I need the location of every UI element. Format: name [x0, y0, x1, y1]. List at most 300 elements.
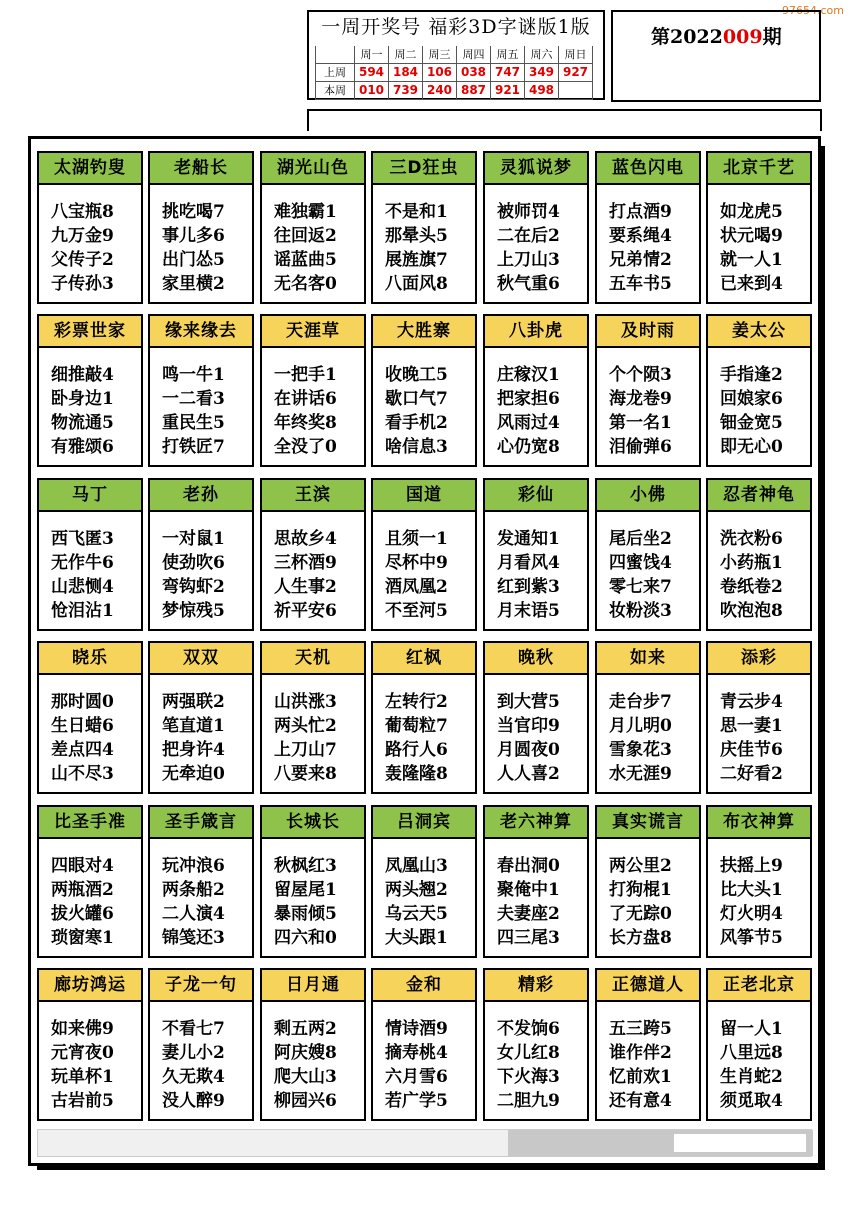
card-line: 个个陨3 — [609, 365, 672, 385]
header-divider — [307, 109, 822, 131]
card-title: 国道 — [373, 480, 475, 512]
card-line: 山悲恻4 — [51, 577, 114, 597]
card-title: 真实谎言 — [597, 807, 699, 839]
card-line: 怆泪沾1 — [51, 601, 114, 621]
card-line: 摘寿桃4 — [385, 1043, 448, 1063]
card-lines — [708, 839, 810, 947]
card-line: 被师罚4 — [497, 202, 560, 222]
card-line: 还有意4 — [609, 1091, 672, 1111]
card-lines — [39, 512, 141, 620]
card-lines — [708, 1002, 810, 1110]
card-lines — [597, 512, 699, 620]
card-line: 秋枫红3 — [274, 856, 337, 876]
card-line: 酒凤凰2 — [385, 577, 448, 597]
card-title: 蓝色闪电 — [597, 153, 699, 185]
puzzle-card — [706, 805, 812, 958]
card-line: 细推敲4 — [51, 365, 114, 385]
result-value: 349 — [525, 64, 559, 82]
puzzle-card — [483, 478, 589, 631]
card-line: 轰隆隆8 — [385, 764, 448, 784]
card-lines — [373, 185, 475, 293]
card-line: 不发饷6 — [497, 1019, 560, 1039]
card-line: 四六和0 — [274, 928, 337, 948]
card-line: 鸣一牛1 — [162, 365, 225, 385]
result-value: 240 — [423, 82, 457, 100]
card-line: 钿金宽5 — [720, 413, 783, 433]
card-line: 海龙卷9 — [609, 389, 672, 409]
puzzle-card — [595, 805, 701, 958]
card-title: 日月通 — [262, 970, 364, 1002]
card-lines — [597, 675, 699, 783]
card-line: 八面风8 — [385, 274, 448, 294]
card-line: 比大头1 — [720, 880, 783, 900]
card-line: 玩冲浪6 — [162, 856, 225, 876]
card-line: 不看七7 — [162, 1019, 225, 1039]
result-value: 921 — [491, 82, 525, 100]
card-line: 梦惊残5 — [162, 601, 225, 621]
card-line: 挑吃喝7 — [162, 202, 225, 222]
card-lines — [150, 1002, 252, 1110]
card-line: 大头跟1 — [385, 928, 448, 948]
card-line: 两强联2 — [162, 692, 225, 712]
footer-white-block — [674, 1134, 806, 1152]
puzzle-card — [371, 151, 477, 304]
puzzle-card — [37, 641, 143, 794]
card-title: 天涯草 — [262, 316, 364, 348]
card-title: 彩票世家 — [39, 316, 141, 348]
card-line: 弯钩虾2 — [162, 577, 225, 597]
card-line: 无牵迫0 — [162, 764, 225, 784]
card-line: 两头忙2 — [274, 716, 337, 736]
card-lines — [373, 348, 475, 456]
card-line: 五三跨5 — [609, 1019, 672, 1039]
card-line: 阿庆嫂8 — [274, 1043, 337, 1063]
last-week-label: 上周 — [316, 64, 355, 82]
card-title: 小佛 — [597, 480, 699, 512]
this-week-row — [316, 82, 593, 100]
card-title: 圣手箴言 — [150, 807, 252, 839]
card-line: 九万金9 — [51, 226, 114, 246]
card-line: 洗衣粉6 — [720, 529, 783, 549]
card-lines — [597, 185, 699, 293]
card-lines — [485, 675, 587, 783]
card-lines — [597, 1002, 699, 1110]
result-value: 887 — [457, 82, 491, 100]
card-line: 要系绳4 — [609, 226, 672, 246]
card-line: 青云步4 — [720, 692, 783, 712]
card-title: 双双 — [150, 643, 252, 675]
card-line: 下火海3 — [497, 1067, 560, 1087]
card-line: 乌云天5 — [385, 904, 448, 924]
card-line: 左转行2 — [385, 692, 448, 712]
card-line: 家里横2 — [162, 274, 225, 294]
card-line: 没人醉9 — [162, 1091, 225, 1111]
card-line: 妻儿小2 — [162, 1043, 225, 1063]
card-line: 收晚工5 — [385, 365, 448, 385]
card-title: 缘来缘去 — [150, 316, 252, 348]
card-lines — [485, 839, 587, 947]
card-line: 人人喜2 — [497, 764, 560, 784]
card-line: 月圆夜0 — [497, 740, 560, 760]
card-title: 灵狐说梦 — [485, 153, 587, 185]
weekly-results-table — [315, 46, 593, 100]
card-line: 红到紫3 — [497, 577, 560, 597]
card-lines — [262, 512, 364, 620]
card-title: 王滨 — [262, 480, 364, 512]
card-line: 庆佳节6 — [720, 740, 783, 760]
puzzle-card — [706, 314, 812, 467]
card-title: 廊坊鸿运 — [39, 970, 141, 1002]
puzzle-card — [37, 478, 143, 631]
card-line: 柳园兴6 — [274, 1091, 337, 1111]
card-line: 路行人6 — [385, 740, 448, 760]
this-week-label: 本周 — [316, 82, 355, 100]
card-title: 八卦虎 — [485, 316, 587, 348]
card-line: 一把手1 — [274, 365, 337, 385]
card-line: 差点四4 — [51, 740, 114, 760]
card-line: 暴雨倾5 — [274, 904, 337, 924]
card-line: 风筝节5 — [720, 928, 783, 948]
card-line: 状元喝9 — [720, 226, 783, 246]
card-line: 留屋尾1 — [274, 880, 337, 900]
card-line: 到大营5 — [497, 692, 560, 712]
puzzle-card — [483, 314, 589, 467]
card-lines — [708, 348, 810, 456]
card-title: 比圣手准 — [39, 807, 141, 839]
puzzle-card — [706, 478, 812, 631]
card-lines — [485, 1002, 587, 1110]
puzzle-card — [595, 478, 701, 631]
card-title: 老船长 — [150, 153, 252, 185]
card-line: 啥信息3 — [385, 437, 448, 457]
puzzle-card — [260, 151, 366, 304]
card-line: 古岩前5 — [51, 1091, 114, 1111]
card-lines — [39, 839, 141, 947]
card-line: 全没了0 — [274, 437, 337, 457]
puzzle-card — [260, 478, 366, 631]
result-value: 038 — [457, 64, 491, 82]
card-line: 五车书5 — [609, 274, 672, 294]
puzzle-card — [148, 968, 254, 1121]
card-line: 如龙虎5 — [720, 202, 783, 222]
result-value: 594 — [355, 64, 389, 82]
card-line: 把身许4 — [162, 740, 225, 760]
result-value — [559, 82, 593, 100]
card-title: 精彩 — [485, 970, 587, 1002]
card-line: 四蜜饯4 — [609, 553, 672, 573]
card-line: 已来到4 — [720, 274, 783, 294]
card-line: 月儿明0 — [609, 716, 672, 736]
card-line: 玩单杯1 — [51, 1067, 114, 1087]
result-value: 106 — [423, 64, 457, 82]
issue-prefix: 第2022 — [651, 26, 723, 48]
card-line: 如来佛9 — [51, 1019, 114, 1039]
card-line: 使劲吹6 — [162, 553, 225, 573]
card-title: 正老北京 — [708, 970, 810, 1002]
day-label: 周三 — [423, 46, 457, 64]
card-line: 打狗棍1 — [609, 880, 672, 900]
card-line: 那晕头5 — [385, 226, 448, 246]
card-line: 思一妻1 — [720, 716, 783, 736]
card-line: 六月雪6 — [385, 1067, 448, 1087]
puzzle-card — [37, 968, 143, 1121]
card-line: 尾后坐2 — [609, 529, 672, 549]
card-title: 马丁 — [39, 480, 141, 512]
card-line: 二胆九9 — [497, 1091, 560, 1111]
puzzle-card — [260, 641, 366, 794]
card-line: 泪偷弹6 — [609, 437, 672, 457]
card-line: 月看风4 — [497, 553, 560, 573]
puzzle-card — [483, 968, 589, 1121]
card-line: 庄稼汉1 — [497, 365, 560, 385]
puzzle-card — [483, 151, 589, 304]
card-line: 看手机2 — [385, 413, 448, 433]
day-label: 周六 — [525, 46, 559, 64]
card-title: 吕洞宾 — [373, 807, 475, 839]
issue-suffix: 期 — [762, 26, 782, 48]
card-line: 思故乡4 — [274, 529, 337, 549]
puzzle-card — [706, 151, 812, 304]
card-line: 谁作伴2 — [609, 1043, 672, 1063]
card-line: 葡萄粒7 — [385, 716, 448, 736]
puzzle-card — [148, 151, 254, 304]
day-label: 周五 — [491, 46, 525, 64]
puzzle-card — [371, 478, 477, 631]
card-line: 子传孙3 — [51, 274, 114, 294]
card-title: 晓乐 — [39, 643, 141, 675]
card-line: 尽杯中9 — [385, 553, 448, 573]
card-lines — [150, 185, 252, 293]
card-line: 那时圆0 — [51, 692, 114, 712]
card-line: 一对鼠1 — [162, 529, 225, 549]
card-line: 久无欺4 — [162, 1067, 225, 1087]
card-line: 妆粉淡3 — [609, 601, 672, 621]
result-value: 927 — [559, 64, 593, 82]
card-lines — [150, 512, 252, 620]
card-line: 出门怂5 — [162, 250, 225, 270]
card-lines — [485, 348, 587, 456]
card-line: 两公里2 — [609, 856, 672, 876]
card-line: 展旌旗7 — [385, 250, 448, 270]
card-lines — [39, 1002, 141, 1110]
puzzle-card — [148, 641, 254, 794]
card-title: 正德道人 — [597, 970, 699, 1002]
result-value: 010 — [355, 82, 389, 100]
issue-number — [611, 10, 821, 102]
card-lines — [708, 185, 810, 293]
card-line: 父传子2 — [51, 250, 114, 270]
card-line: 往回返2 — [274, 226, 337, 246]
puzzle-card — [371, 641, 477, 794]
card-line: 吹泡泡8 — [720, 601, 783, 621]
card-title: 金和 — [373, 970, 475, 1002]
day-label: 周日 — [559, 46, 593, 64]
card-lines — [262, 675, 364, 783]
card-line: 打点酒9 — [609, 202, 672, 222]
puzzle-card — [595, 641, 701, 794]
card-line: 情诗酒9 — [385, 1019, 448, 1039]
card-line: 两条船2 — [162, 880, 225, 900]
card-line: 把家担6 — [497, 389, 560, 409]
puzzle-card — [483, 641, 589, 794]
card-line: 有雅颂6 — [51, 437, 114, 457]
card-title: 布衣神算 — [708, 807, 810, 839]
day-label: 周一 — [355, 46, 389, 64]
card-lines — [262, 839, 364, 947]
weekly-results-header — [307, 10, 605, 100]
puzzle-card — [37, 314, 143, 467]
card-line: 谣蓝曲5 — [274, 250, 337, 270]
puzzle-card — [595, 151, 701, 304]
card-line: 八要来8 — [274, 764, 337, 784]
card-line: 锦笺还3 — [162, 928, 225, 948]
card-line: 两头翘2 — [385, 880, 448, 900]
puzzle-card — [595, 968, 701, 1121]
card-line: 八宝瓶8 — [51, 202, 114, 222]
card-line: 走台步7 — [609, 692, 672, 712]
card-line: 无名客0 — [274, 274, 337, 294]
puzzle-card — [483, 805, 589, 958]
card-line: 上刀山3 — [497, 250, 560, 270]
day-label: 周四 — [457, 46, 491, 64]
puzzle-card — [371, 314, 477, 467]
card-line: 第一名1 — [609, 413, 672, 433]
header-title: 一周开奖号 福彩3D字谜版1版 — [321, 16, 591, 38]
puzzle-card — [148, 805, 254, 958]
watermark: 97654.com — [782, 4, 844, 17]
card-line: 笔直道1 — [162, 716, 225, 736]
card-lines — [708, 512, 810, 620]
card-line: 月末语5 — [497, 601, 560, 621]
puzzle-card — [595, 314, 701, 467]
puzzle-card — [260, 314, 366, 467]
card-title: 老六神算 — [485, 807, 587, 839]
card-line: 生日蜡6 — [51, 716, 114, 736]
card-line: 难独霸1 — [274, 202, 337, 222]
card-line: 女儿红8 — [497, 1043, 560, 1063]
card-line: 年终奖8 — [274, 413, 337, 433]
card-line: 不是和1 — [385, 202, 448, 222]
card-line: 爬大山3 — [274, 1067, 337, 1087]
card-line: 即无心0 — [720, 437, 783, 457]
card-line: 当官印9 — [497, 716, 560, 736]
card-line: 元宵夜0 — [51, 1043, 114, 1063]
puzzle-card — [37, 805, 143, 958]
card-line: 且须一1 — [385, 529, 448, 549]
card-lines — [597, 348, 699, 456]
card-line: 人生事2 — [274, 577, 337, 597]
card-line: 雪象花3 — [609, 740, 672, 760]
card-line: 卧身边1 — [51, 389, 114, 409]
card-line: 水无涯9 — [609, 764, 672, 784]
card-line: 凤凰山3 — [385, 856, 448, 876]
card-line: 物流通5 — [51, 413, 114, 433]
card-line: 二人演4 — [162, 904, 225, 924]
card-line: 琐窗寒1 — [51, 928, 114, 948]
card-line: 在讲话6 — [274, 389, 337, 409]
card-line: 夫妻座2 — [497, 904, 560, 924]
puzzle-card — [148, 314, 254, 467]
puzzle-card — [706, 641, 812, 794]
last-week-row — [316, 64, 593, 82]
card-title: 湖光山色 — [262, 153, 364, 185]
card-lines — [373, 675, 475, 783]
card-lines — [485, 512, 587, 620]
card-line: 西飞匿3 — [51, 529, 114, 549]
card-line: 歇口气7 — [385, 389, 448, 409]
card-lines — [373, 1002, 475, 1110]
card-lines — [262, 185, 364, 293]
card-title: 晚秋 — [485, 643, 587, 675]
card-line: 事儿多6 — [162, 226, 225, 246]
result-value: 747 — [491, 64, 525, 82]
result-value: 498 — [525, 82, 559, 100]
card-lines — [39, 348, 141, 456]
card-line: 忆前欢1 — [609, 1067, 672, 1087]
card-line: 零七来7 — [609, 577, 672, 597]
card-line: 两瓶酒2 — [51, 880, 114, 900]
card-line: 山洪涨3 — [274, 692, 337, 712]
puzzle-card — [371, 805, 477, 958]
card-title: 长城长 — [262, 807, 364, 839]
card-lines — [39, 675, 141, 783]
card-line: 了无踪0 — [609, 904, 672, 924]
card-line: 生肖蛇2 — [720, 1067, 783, 1087]
card-line: 发通知1 — [497, 529, 560, 549]
card-title: 及时雨 — [597, 316, 699, 348]
footer-bar — [37, 1129, 812, 1157]
card-lines — [373, 839, 475, 947]
card-line: 留一人1 — [720, 1019, 783, 1039]
card-line: 上刀山7 — [274, 740, 337, 760]
card-line: 聚俺中1 — [497, 880, 560, 900]
issue-number-value: 009 — [722, 26, 763, 48]
card-line: 就一人1 — [720, 250, 783, 270]
card-title: 如来 — [597, 643, 699, 675]
card-line: 小药瓶1 — [720, 553, 783, 573]
card-lines — [39, 185, 141, 293]
card-lines — [485, 185, 587, 293]
card-title: 姜太公 — [708, 316, 810, 348]
card-title: 北京千艺 — [708, 153, 810, 185]
card-line: 秋气重6 — [497, 274, 560, 294]
card-title: 忍者神龟 — [708, 480, 810, 512]
day-label: 周二 — [389, 46, 423, 64]
card-lines — [597, 839, 699, 947]
result-value: 184 — [389, 64, 423, 82]
card-lines — [373, 512, 475, 620]
card-title: 三D狂虫 — [373, 153, 475, 185]
card-line: 心仍宽8 — [497, 437, 560, 457]
card-lines — [708, 675, 810, 783]
card-line: 无作牛6 — [51, 553, 114, 573]
card-line: 重民生5 — [162, 413, 225, 433]
card-title: 太湖钓叟 — [39, 153, 141, 185]
puzzle-card — [371, 968, 477, 1121]
card-line: 拔火罐6 — [51, 904, 114, 924]
card-line: 回娘家6 — [720, 389, 783, 409]
card-line: 祈平安6 — [274, 601, 337, 621]
card-lines — [150, 348, 252, 456]
puzzle-card — [706, 968, 812, 1121]
card-lines — [150, 675, 252, 783]
card-line: 二好看2 — [720, 764, 783, 784]
card-title: 大胜寨 — [373, 316, 475, 348]
days-row — [316, 46, 593, 64]
card-title: 老孙 — [150, 480, 252, 512]
card-title: 添彩 — [708, 643, 810, 675]
card-title: 红枫 — [373, 643, 475, 675]
